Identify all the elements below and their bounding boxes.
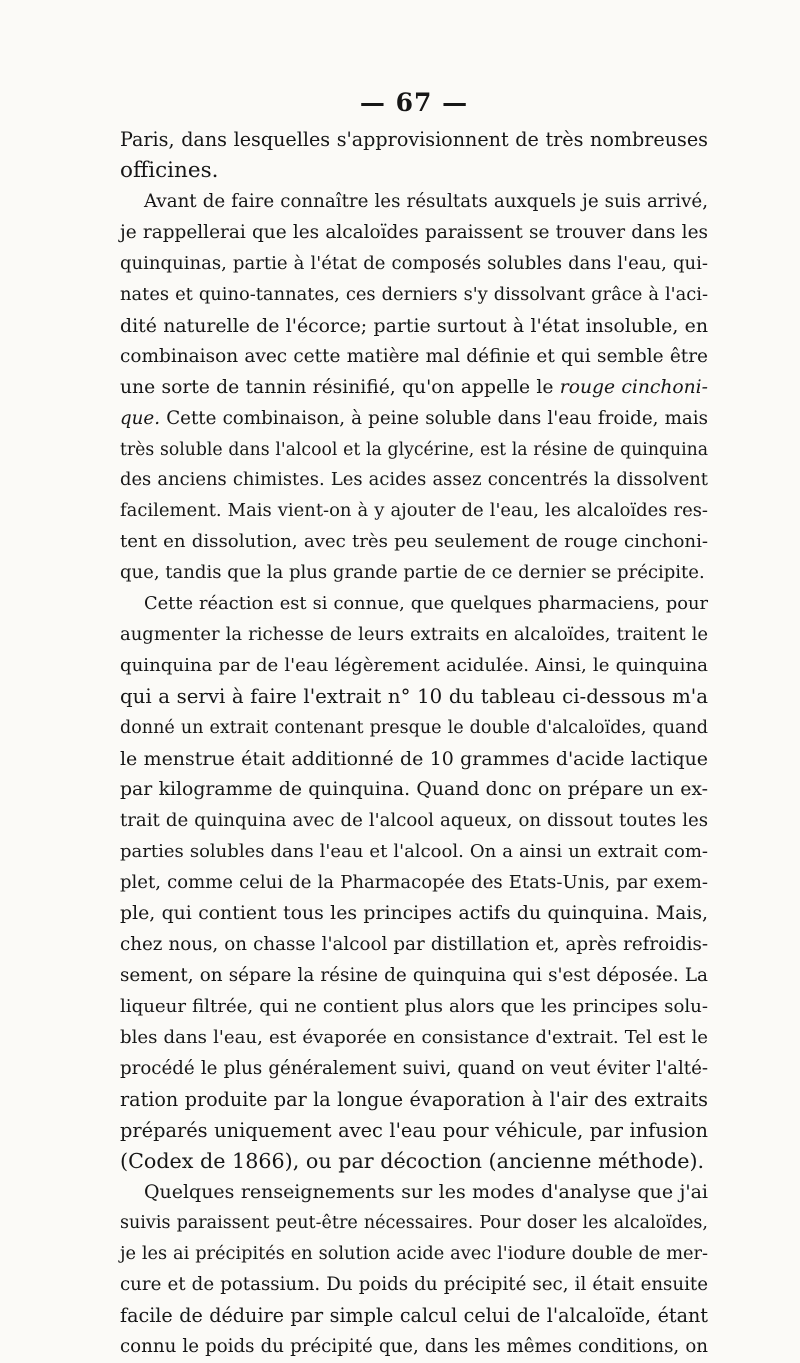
text-line (120, 373, 708, 404)
text-line (120, 1239, 708, 1270)
line-text: procédé le plus généralement suivi, quand on veut éviter l'alté- (120, 1057, 708, 1079)
line-text: ple, qui contient tous les principes actifs du quinquina. Mais, (120, 902, 708, 924)
text-line (120, 868, 708, 899)
text-line (120, 806, 708, 837)
line-text: très soluble dans l'alcool et la glycérine, est la résine de quinquina (120, 439, 708, 460)
text-line (120, 218, 708, 249)
line-text: Cette réaction est si connue, que quelques pharmaciens, pour (144, 593, 708, 615)
line-text: Avant de faire connaître les résultats auxquels je suis arrivé, (144, 190, 708, 212)
body-text (120, 125, 708, 1363)
line-text: parties solubles dans l'eau et l'alcool. On a ainsi un extrait com- (120, 840, 708, 862)
text-line (120, 527, 708, 558)
line-text: Quelques renseignements sur les modes d'analyse que j'ai (144, 1181, 708, 1204)
text-line (120, 1054, 708, 1085)
text-line (120, 342, 708, 373)
line-text: ration produite par la longue évaporation à l'air des extraits (120, 1087, 708, 1111)
line-text: augmenter la richesse de leurs extraits en alcaloïdes, traitent le (120, 624, 708, 646)
line-text: cure et de potassium. Du poids du précipité sec, il était ensuite (120, 1274, 708, 1296)
line-text: chez nous, on chasse l'alcool par distillation et, après refroidis- (120, 933, 708, 955)
line-text: connu le poids du précipité que, dans les mêmes conditions, on (120, 1336, 708, 1358)
line-text: dité naturelle de l'écorce; partie surtout à l'état insoluble, en (120, 314, 708, 337)
line-text: le menstrue était additionné de 10 grammes d'acide lactique (120, 748, 708, 771)
text-line (120, 930, 708, 961)
italic-text: que. (120, 407, 161, 429)
line-text: liqueur filtrée, qui ne contient plus alors que les principes solu- (120, 995, 708, 1017)
text-line (120, 775, 708, 806)
text-line (120, 1270, 708, 1301)
text-line (120, 1208, 708, 1239)
text-line (120, 620, 708, 651)
text-line (120, 249, 708, 280)
line-text: officines. (120, 157, 219, 183)
text-line (120, 187, 708, 218)
line-text: nates et quino-tannates, ces derniers s'y dissolvant grâce à l'aci- (120, 283, 708, 305)
line-text: quinquinas, partie à l'état de composés solubles dans l'eau, qui- (120, 252, 708, 274)
line-text: combinaison avec cette matière mal définie et qui semble être (120, 345, 708, 367)
text-line (120, 156, 708, 187)
line-text: (Codex de 1866), ou par décoction (ancienne méthode). (120, 1149, 705, 1174)
line-text: suivis paraissent peut-être nécessaires. Pour doser les alcaloïdes, (120, 1213, 708, 1234)
line-text: Cette combinaison, à peine soluble dans l'eau froide, mais (166, 407, 708, 429)
text-line (120, 1301, 708, 1332)
text-line (120, 682, 708, 713)
text-line (120, 1177, 708, 1208)
italic-text: rouge cinchoni- (559, 376, 708, 398)
text-line (120, 837, 708, 868)
line-text: je rappellerai que les alcaloïdes paraissent se trouver dans les (120, 221, 708, 243)
text-line (120, 899, 708, 930)
text-line (120, 651, 708, 682)
line-text: donné un extrait contenant presque le double d'alcaloïdes, quand (120, 718, 708, 739)
text-line (120, 125, 708, 156)
line-text: qui a servi à faire l'extrait n° 10 du tableau ci-dessous m'a (120, 685, 708, 709)
line-text: quinquina par de l'eau légèrement acidulée. Ainsi, le quinquina (120, 655, 708, 677)
text-line (120, 589, 708, 620)
line-text: que, tandis que la plus grande partie de ce dernier se précipite. (120, 562, 705, 584)
line-text: sement, on sépare la résine de quinquina qui s'est déposée. La (120, 964, 708, 986)
text-line (120, 280, 708, 311)
text-line (120, 713, 708, 744)
text-line (120, 1023, 708, 1054)
line-text: Paris, dans lesquelles s'approvisionnent de très nombreuses (120, 128, 708, 151)
text-line (120, 404, 708, 435)
line-text: préparés uniquement avec l'eau pour véhicule, par infusion (120, 1118, 708, 1142)
line-text: une sorte de tannin résinifié, qu'on appelle le (120, 376, 554, 398)
text-line (120, 311, 708, 342)
line-text: par kilogramme de quinquina. Quand donc on prépare un ex- (120, 779, 708, 801)
text-line (120, 1116, 708, 1147)
line-text: tent en dissolution, avec très peu seulement de rouge cinchoni- (120, 531, 708, 553)
line-text: facilement. Mais vient-on à y ajouter de l'eau, les alcaloïdes res- (120, 500, 708, 522)
text-line (120, 961, 708, 992)
line-text: bles dans l'eau, est évaporée en consistance d'extrait. Tel est le (120, 1026, 708, 1048)
text-line (120, 1332, 708, 1363)
line-text: des anciens chimistes. Les acides assez concentrés la dissolvent (120, 469, 708, 491)
text-line (120, 558, 708, 589)
line-text: plet, comme celui de la Pharmacopée des Etats-Unis, par exem- (120, 871, 708, 893)
line-text: facile de déduire par simple calcul celui de l'alcaloïde, étant (120, 1304, 708, 1328)
text-line (120, 744, 708, 775)
line-text: je les ai précipités en solution acide avec l'iodure double de mer- (120, 1244, 708, 1265)
text-line (120, 435, 708, 466)
text-line (120, 1085, 708, 1116)
page-number: — 67 — (359, 88, 469, 117)
text-line (120, 465, 708, 496)
text-line (120, 992, 708, 1023)
line-text: trait de quinquina avec de l'alcool aqueux, on dissout toutes les (120, 809, 708, 831)
text-line (120, 1146, 708, 1177)
text-line (120, 496, 708, 527)
